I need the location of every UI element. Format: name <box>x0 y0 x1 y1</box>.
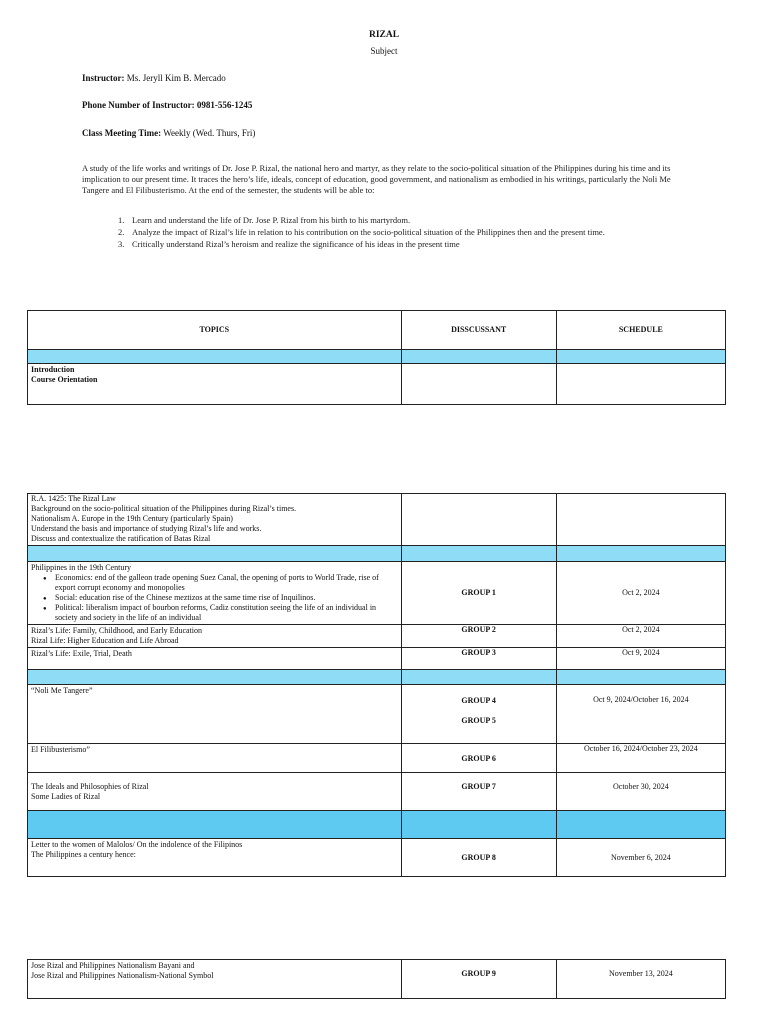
topic-line: Introduction <box>31 365 75 374</box>
topic-cell: El Filibusterismo” <box>28 744 402 773</box>
table-band-row <box>28 546 726 562</box>
topic-cell <box>28 960 402 999</box>
topic-line: Nationalism A. Europe in the 19th Century (particularly Spain) <box>31 514 233 523</box>
topic-cell <box>28 648 402 670</box>
meeting-value: Weekly (Wed. Thurs, Fri) <box>163 128 256 138</box>
topic-line: Discuss and contextualize the ratification of Batas Rizal <box>31 534 211 543</box>
topic-cell: “Noli Me Tangere” <box>28 685 402 744</box>
topic-line: Jose Rizal and Philippines Nationalism-National Symbol <box>31 971 214 980</box>
topic-cell <box>28 364 402 405</box>
discussant-cell: GROUP 7 <box>401 773 556 811</box>
topic-line: Letter to the women of Malolos/ On the indolence of the Filipinos <box>31 840 243 849</box>
table-row <box>28 648 726 670</box>
table-band-row <box>28 811 726 839</box>
table-row <box>28 960 726 999</box>
schedule-cell <box>556 364 725 405</box>
topic-line: Rizal’s Life: Exile, Trial, Death <box>31 649 132 658</box>
schedule-table-main <box>27 493 726 877</box>
topic-line: The Philippines a century hence: <box>31 850 136 859</box>
discussant-cell: GROUP 9 <box>401 960 556 999</box>
topic-line: R.A. 1425: The Rizal Law <box>31 494 116 503</box>
instructor-value: Ms. Jeryll Kim B. Mercado <box>126 73 226 83</box>
discussant-cell: GROUP 3 <box>401 648 556 670</box>
phone-value: 0981-556-1245 <box>196 100 253 110</box>
schedule-cell: November 13, 2024 <box>556 960 725 999</box>
course-description: A study of the life works and writings of Dr. Jose P. Rizal, the national hero and martyr, as they relate to the socio-political situation of the Philippines during his time and its implication to our present time. It traces the hero’s life, ideals, concept of education, good government, and nationalism as embodied in his writings, particularly the Noli Me Tangere and El Filibusterismo. At the end of the semester, the students will be able to: <box>82 163 671 195</box>
instructor-label: Instructor: <box>82 73 125 83</box>
discussant-cell <box>401 494 556 546</box>
header-schedule: SCHEDULE <box>556 311 725 350</box>
schedule-cell: Oct 9, 2024/October 16, 2024 <box>556 685 725 744</box>
header-discussant: DISSCUSSANT <box>401 311 556 350</box>
page-title: RIZAL <box>368 30 400 40</box>
schedule-cell: Oct 9, 2024 <box>556 648 725 670</box>
objective-number: 3. <box>118 239 125 249</box>
schedule-cell: November 6, 2024 <box>556 839 725 877</box>
instructor-line <box>82 73 226 84</box>
objective-item <box>82 238 702 250</box>
discussant-cell: GROUP 2 <box>401 625 556 648</box>
topic-line: Some Ladies of Rizal <box>31 792 101 801</box>
phone-line <box>82 100 252 111</box>
table-row <box>28 839 726 877</box>
objectives-list <box>82 214 702 250</box>
objective-text: Learn and understand the life of Dr. Jose P. Rizal from his birth to his martyrdom. <box>132 215 411 225</box>
topic-cell <box>28 773 402 811</box>
table-band-row <box>28 670 726 685</box>
topic-cell <box>28 839 402 877</box>
table-row <box>28 773 726 811</box>
group-label: GROUP 5 <box>461 716 496 725</box>
topic-cell <box>28 625 402 648</box>
schedule-cell: October 30, 2024 <box>556 773 725 811</box>
bullet-item: ● Political: liberalism impact of bourbon reforms, Cadiz constitution seeing the life of an individual in society and society in the life of an individual <box>55 603 398 623</box>
schedule-table-footer <box>27 959 726 999</box>
objective-text: Analyze the impact of Rizal’s life in relation to his contribution on the socio-political situation of the Philippines then and the present time. <box>132 227 605 237</box>
discussant-cell: GROUP 6 <box>401 744 556 773</box>
topic-cell <box>28 494 402 546</box>
topic-bullets <box>31 573 398 623</box>
phone-label: Phone Number of Instructor: <box>82 100 195 110</box>
schedule-cell: Oct 2, 2024 <box>556 562 725 625</box>
topic-line: Rizal’s Life: Family, Childhood, and Early Education <box>31 626 203 635</box>
header-topics: TOPICS <box>28 311 402 350</box>
schedule-cell: Oct 2, 2024 <box>556 625 725 648</box>
topic-line: Understand the basis and importance of studying Rizal’s life and works. <box>31 524 262 533</box>
objective-item <box>82 226 702 238</box>
discussant-cell <box>401 364 556 405</box>
discussant-cell: GROUP 1 <box>401 562 556 625</box>
topic-line: Course Orientation <box>31 375 98 384</box>
table-row <box>28 744 726 773</box>
table-row <box>28 562 726 625</box>
bullet-item: ● Economics: end of the galleon trade opening Suez Canal, the opening of ports to World Trade, rise of export corrupt economy and monopolies <box>55 573 398 593</box>
group-label: GROUP 4 <box>461 696 496 705</box>
objective-item <box>82 214 702 226</box>
discussant-cell: GROUP 8 <box>401 839 556 877</box>
table-row <box>28 685 726 744</box>
schedule-cell: October 16, 2024/October 23, 2024 <box>556 744 725 773</box>
topic-line: The Ideals and Philosophies of Rizal <box>31 782 149 791</box>
table-row <box>28 494 726 546</box>
page-subtitle: Subject <box>370 46 398 56</box>
objective-number: 1. <box>118 215 125 225</box>
topic-line: Philippines in the 19th Century <box>31 563 131 572</box>
table-row <box>28 625 726 648</box>
objective-text: Critically understand Rizal’s heroism and realize the significance of his ideas in the present time <box>132 239 460 249</box>
meeting-label: Class Meeting Time: <box>82 128 162 138</box>
schedule-cell <box>556 494 725 546</box>
objective-number: 2. <box>118 227 125 237</box>
discussant-cell <box>401 685 556 744</box>
meeting-line <box>82 128 255 139</box>
topic-line: Rizal Life: Higher Education and Life Abroad <box>31 636 179 645</box>
table-header-row <box>28 311 726 350</box>
topic-cell <box>28 562 402 625</box>
schedule-table-header <box>27 310 726 405</box>
topic-line: Jose Rizal and Philippines Nationalism Bayani and <box>31 961 195 970</box>
table-band-row <box>28 350 726 364</box>
table-row <box>28 364 726 405</box>
bullet-item: ● Social: education rise of the Chinese meztizos at the same time rise of Inquilinos. <box>55 593 398 603</box>
topic-line: Background on the socio-political situation of the Philippines during Rizal’s times. <box>31 504 297 513</box>
